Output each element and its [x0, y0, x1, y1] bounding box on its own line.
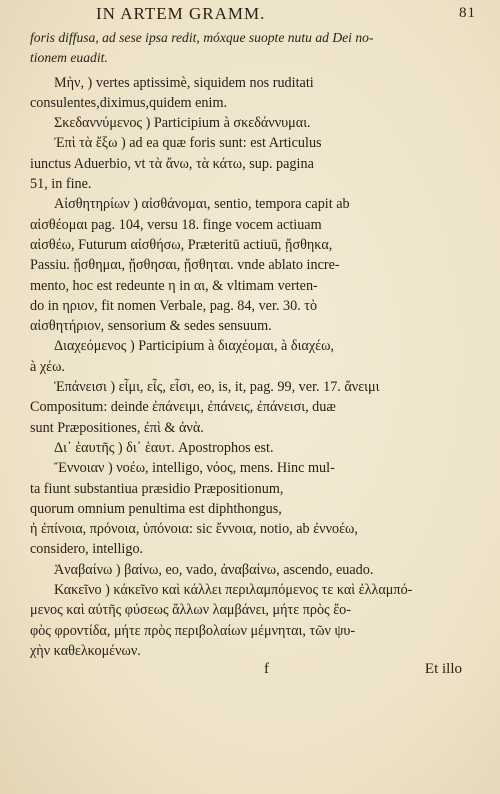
- text-line: Αἰσθητηρίων ) αἰσθάνομαι, sentio, tempora capit ab: [54, 196, 350, 213]
- text-line: iunctus Aduerbio, vt τὰ ἄνω, τὰ κάτω, sup. pagina: [30, 155, 314, 172]
- text-line: sunt Præpositiones, ἐπὶ & ἀνὰ.: [30, 419, 204, 436]
- text-line: Compositum: deinde ἐπάνειμι, ἐπάνεις, ἐπάνεισι, duæ: [30, 399, 336, 416]
- text-line: à χέω.: [30, 358, 65, 375]
- text-line: Δι᾽ ἑαυτῆς ) δι᾽ ἑαυτ. Apostrophos est.: [54, 439, 274, 456]
- text-line: considero, intelligo.: [30, 541, 144, 558]
- text-line: do in ηριον, fit nomen Verbale, pag. 84, ver. 30. τὸ: [30, 297, 318, 314]
- text-line: Μὴν, ) vertes aptissimè, siquidem nos ruditati: [54, 74, 314, 91]
- text-line: Ἔννοιαν ) νοέω, intelligo, νόος, mens. Hinc mul-: [54, 460, 335, 477]
- text-line: Κακεῖνο ) κάκεῖνο καὶ κάλλει περιλαμπόμενος τε καὶ ἐλλαμπό-: [54, 582, 413, 599]
- text-line: Διαχεόμενος ) Participium à διαχέομαι, à διαχέω,: [54, 338, 334, 355]
- text-line: mento, hoc est redeunte η in αι, & vltimam verten-: [30, 277, 318, 294]
- text-line: μενος καὶ αὐτῆς φύσεως ἄλλων λαμβάνει, μήτε πρὸς ἔο-: [30, 602, 351, 619]
- page-header: [96, 4, 476, 26]
- text-line: αἰσθητήριον, sensorium & sedes sensuum.: [30, 318, 272, 335]
- text-line: consulentes,diximus,quidem enim.: [30, 94, 228, 111]
- text-line: tionem euadit.: [30, 50, 108, 66]
- text-line: φὸς φροντίδα, μήτε πρὸς περιβολαίων μέμνηται, τῶν ψυ-: [30, 622, 356, 639]
- text-line: Ἀναβαίνω ) βαίνω, eo, vado, ἀναβαίνω, ascendo, euado.: [54, 561, 374, 578]
- signature-mark: f: [264, 661, 269, 677]
- text-line: ἡ ἐπίνοια, πρόνοια, ὑπόνοια: sic ἔννοια, notio, ab ἐννοέω,: [30, 521, 358, 538]
- text-line: Σκεδαννύμενος ) Participium à σκεδάννυμαι.: [54, 115, 311, 132]
- text-line: foris diffusa, ad sese ipsa redit, móxque suopte nutu ad Dei no-: [30, 30, 374, 45]
- text-line: Ἐπὶ τὰ ἔξω ) ad ea quæ foris sunt: est Articulus: [54, 135, 322, 152]
- text-line: 51, in fine.: [30, 176, 92, 193]
- text-line: ta fiunt substantiua præsidio Præpositionum,: [30, 480, 284, 497]
- catchword: Et illo: [424, 661, 462, 677]
- text-block: [30, 28, 470, 661]
- page-footer: [30, 661, 470, 683]
- text-line: Ἐπάνεισι ) εἶμι, εἶς, εἶσι, eo, is, it, pag. 99, ver. 17. ἄνειμι: [54, 379, 380, 396]
- text-line: αἰσθέομαι pag. 104, versu 18. finge vocem actiuam: [30, 216, 322, 233]
- text-line: quorum omnium penultima est diphthongus,: [30, 500, 282, 517]
- text-line: χὴν καθελκομένων.: [30, 642, 141, 659]
- running-title: IN ARTEM GRAMM.: [96, 4, 266, 23]
- text-line: Passiu. ᾔσθημαι, ᾔσθησαι, ᾔσθηται. vnde ablato incre-: [30, 257, 340, 274]
- folio-number: 81: [459, 5, 476, 21]
- text-line: αἰσθέω, Futurum αἰσθήσω, Præteritū actiuū, ᾔσθηκα,: [30, 236, 333, 253]
